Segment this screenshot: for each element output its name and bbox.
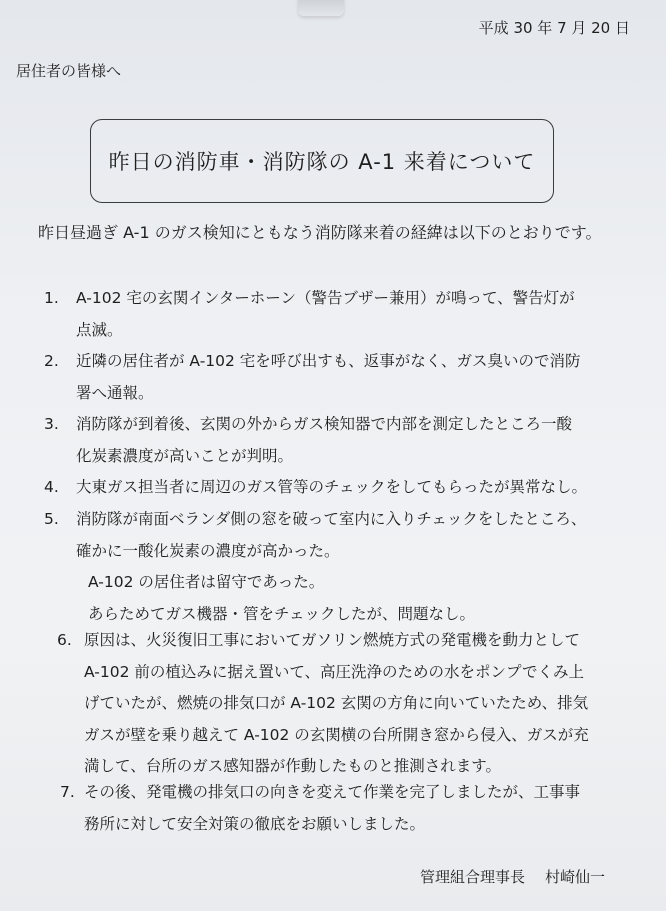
item-line: ガスが壁を乗り越えて A-102 の玄関横の台所開き窓から侵入、ガスが充 <box>84 725 589 744</box>
item-line: あらためてガス機器・管をチェックしたが、問題なし。 <box>88 604 476 623</box>
item-line: げていたが、燃焼の排気口が A-102 玄関の方角に向いていたため、排気 <box>84 694 589 712</box>
item-number: 6. <box>57 631 72 649</box>
item-number: 5. <box>44 510 59 528</box>
item-line: その後、発電機の排気口の向きを変えて作業を完了しましたが、工事事 <box>84 783 581 801</box>
item-line: 署へ通報。 <box>76 383 154 402</box>
signature <box>420 866 605 887</box>
item-line: 消防隊が到着後、玄関の外からガス検知器で内部を測定したところ一酸 <box>76 415 573 433</box>
item-line: A-102 前の植込みに据え置いて、高圧洗浄のための水をポンプでくみ上 <box>84 662 585 681</box>
item-number: 7. <box>60 783 75 801</box>
item-line: 化炭素濃度が高いことが判明。 <box>76 446 294 465</box>
item-line: 務所に対して安全対策の徹底をお願いしました。 <box>84 814 426 833</box>
item-number: 1. <box>44 289 59 307</box>
addressee: 居住者の皆様へ <box>16 62 122 80</box>
item-number: 4. <box>44 478 59 496</box>
item-line: 原因は、火災復旧工事においてガソリン燃焼方式の発電機を動力として <box>84 631 581 649</box>
document-date: 平成 30 年 7 月 20 日 <box>478 19 630 37</box>
item-number: 3. <box>44 415 59 433</box>
item-line: A-102 の居住者は留守であった。 <box>88 573 325 591</box>
item-number: 2. <box>44 352 59 370</box>
signature-role: 管理組合理事長 <box>420 868 526 886</box>
item-line: 確かに一酸化炭素の濃度が高かった。 <box>76 541 340 560</box>
paper-clip <box>298 0 344 16</box>
item-line: 消防隊が南面ベランダ側の窓を破って室内に入りチェックをしたところ、 <box>76 510 587 528</box>
title-box <box>90 119 554 203</box>
signature-name: 村崎仙一 <box>545 868 606 886</box>
item-line: A-102 宅の玄関インターホーン（警告ブザー兼用）が鳴って、警告灯が <box>76 289 575 307</box>
item-line: 点滅。 <box>76 320 123 339</box>
intro-text: 昨日昼過ぎ A-1 のガス検知にともなう消防隊来着の経緯は以下のとおりです。 <box>38 223 602 242</box>
item-line: 大東ガス担当者に周辺のガス管等のチェックをしてもらったが異常なし。 <box>76 478 588 496</box>
item-line: 近隣の居住者が A-102 宅を呼び出すも、返事がなく、ガス臭いので消防 <box>76 352 581 370</box>
document-title: 昨日の消防車・消防隊の A-1 来着について <box>108 150 536 174</box>
item-line: 満して、台所のガス感知器が作動したものと推測されます。 <box>84 757 501 775</box>
